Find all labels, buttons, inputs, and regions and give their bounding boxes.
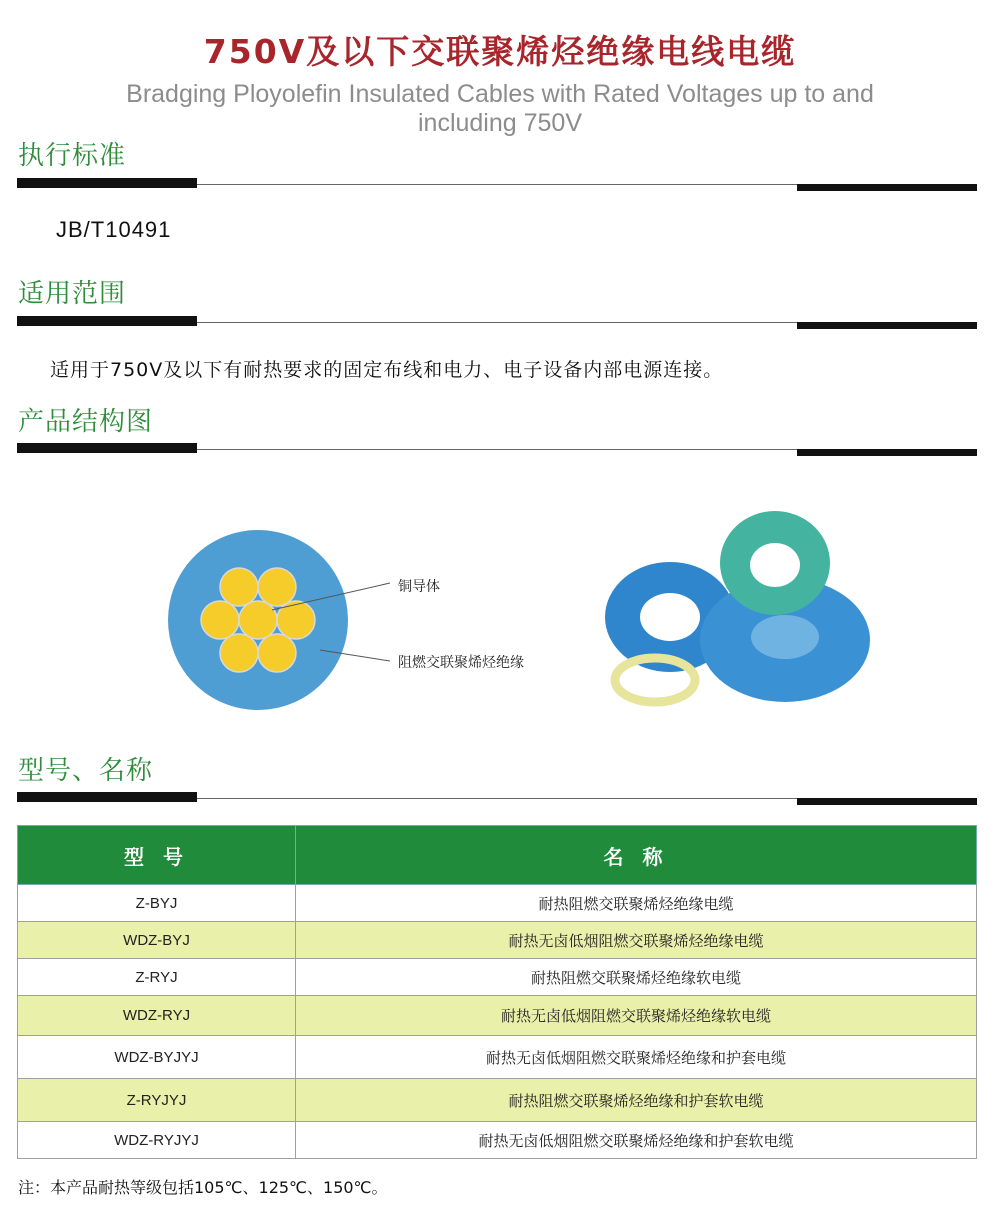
cable-coils-photo	[600, 505, 875, 715]
table-row	[18, 959, 977, 996]
model-table	[17, 825, 977, 1159]
cell-model: Z-BYJ	[18, 885, 296, 922]
cell-model: WDZ-BYJ	[18, 922, 296, 959]
scope-text: 适用于750V及以下有耐热要求的固定布线和电力、电子设备内部电源连接。	[50, 359, 724, 381]
cell-model: WDZ-RYJ	[18, 996, 296, 1036]
section-heading-scope: 适用范围	[18, 279, 127, 309]
standard-value: JB/T10491	[56, 217, 172, 242]
cell-model: Z-RYJYJ	[18, 1079, 296, 1122]
section-heading-models: 型号、名称	[18, 756, 154, 786]
cable-cross-section-diagram	[160, 525, 560, 715]
cell-model: WDZ-BYJYJ	[18, 1036, 296, 1079]
cell-name: 耐热阻燃交联聚烯烃绝缘软电缆	[296, 959, 977, 996]
cell-name: 耐热无卤低烟阻燃交联聚烯烃绝缘和护套软电缆	[296, 1122, 977, 1159]
section-divider	[17, 792, 977, 804]
table-header-row	[18, 826, 977, 885]
table-row	[18, 1079, 977, 1122]
section-divider	[17, 178, 977, 190]
section-heading-structure: 产品结构图	[18, 407, 154, 437]
footnote: 注：本产品耐热等级包括105℃、125℃、150℃。	[18, 1178, 388, 1197]
header-name: 名 称	[296, 826, 977, 885]
table-row	[18, 1122, 977, 1159]
cell-model: Z-RYJ	[18, 959, 296, 996]
table-row	[18, 1036, 977, 1079]
section-divider	[17, 316, 977, 328]
page-subtitle: Bradging Ployolefin Insulated Cables with Rated Voltages up to and including 750V	[126, 80, 874, 137]
cell-name: 耐热无卤低烟阻燃交联聚烯烃绝缘和护套电缆	[296, 1036, 977, 1079]
cell-name: 耐热无卤低烟阻燃交联聚烯烃绝缘软电缆	[296, 996, 977, 1036]
cell-model: WDZ-RYJYJ	[18, 1122, 296, 1159]
table-row	[18, 922, 977, 959]
table-row	[18, 996, 977, 1036]
page-title: 750V及以下交联聚烯烃绝缘电线电缆	[203, 32, 797, 71]
cell-name: 耐热无卤低烟阻燃交联聚烯烃绝缘电缆	[296, 922, 977, 959]
section-heading-standard: 执行标准	[18, 141, 127, 171]
section-divider	[17, 443, 977, 455]
cell-name: 耐热阻燃交联聚烯烃绝缘和护套软电缆	[296, 1079, 977, 1122]
header-model: 型 号	[18, 826, 296, 885]
table-row	[18, 885, 977, 922]
label-conductor: 铜导体	[398, 579, 440, 595]
cell-name: 耐热阻燃交联聚烯烃绝缘电缆	[296, 885, 977, 922]
label-insulation: 阻燃交联聚烯烃绝缘	[398, 655, 524, 671]
